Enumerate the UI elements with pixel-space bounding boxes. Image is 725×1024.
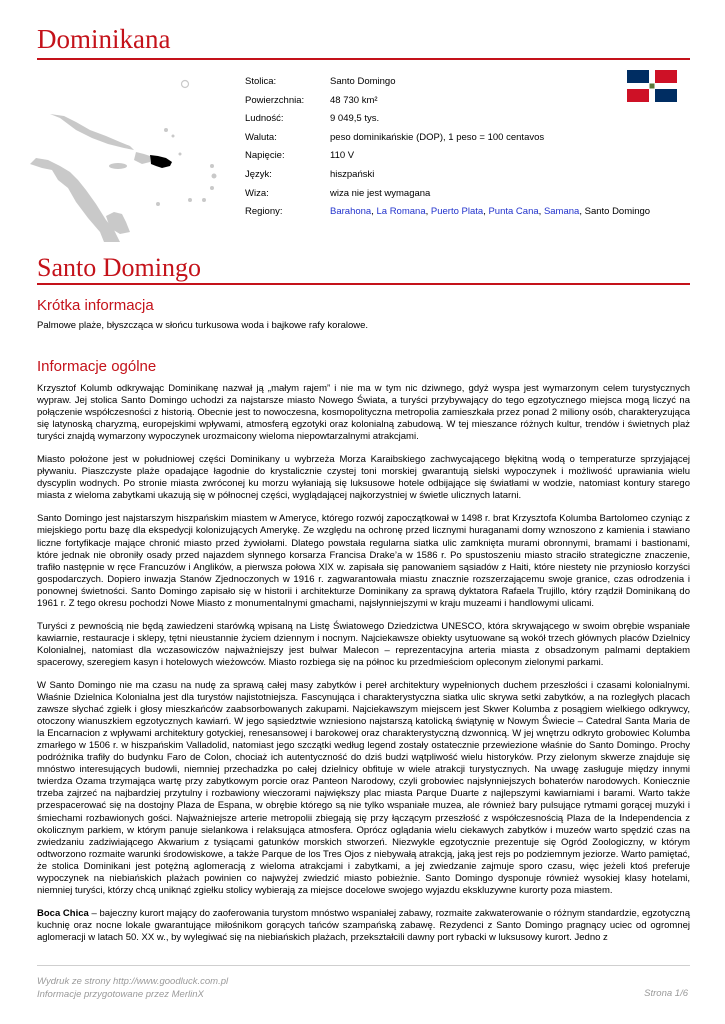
- fact-row: [245, 166, 650, 185]
- fact-row: [245, 185, 650, 204]
- region-link-barahona[interactable]: Barahona: [330, 206, 372, 218]
- paragraph: Turyści z pewnością nie będą zawiedzeni starówką wpisaną na Listę Światowego Dziedzictwa UNESCO, która skrywającego w swoim obrębie wspaniałe kawiarnie, restauracje i sklepy, tętni nieustannie życiem dziennym i nocnym. Najciekawsze obiekty usytuowane są wokół trzech głównych placów Dzielnicy Kolonialnej, natomiast dla wczasowiczów najważniejszy jest bulwar Malecon – reprezentacyjna arteria miasta z obsadzonym palmami deptakiem spacerowy, szeregiem kasyn i hotelowych wieżowców. Miasto rozbiega się na północ ku przedmieściom opleconym zielonymi parkami.: [37, 620, 690, 668]
- short-info-text: Palmowe plaże, błyszcząca w słońcu turkusowa woda i bajkowe rafy koralowe.: [37, 320, 369, 331]
- footer-credit: Informacje przygotowane przez MerlinX: [37, 989, 204, 1000]
- title-rule: [37, 58, 690, 60]
- fact-row: [245, 92, 650, 111]
- fact-value: 110 V: [330, 150, 355, 162]
- fact-value: 48 730 km²: [330, 94, 378, 106]
- fact-value: 9 049,5 tys.: [330, 113, 380, 125]
- fact-row: [245, 129, 650, 148]
- boca-chica-text: – bajeczny kurort mający do zaoferowania turystom mnóstwo wspaniałej zabawy, rozmaite zakwaterowanie o różnym standardzie, egzotyczną kuchnię oraz nocne lokale gwarantujące miłośnikom gorących tańców szampańską zabawę. Rezydenci z Santo Domingo pragnący uciec od ogromnej aglomeracji w latach 50. XX w., by wylegiwać się na niebiańskich plażach, przekształcili dawny port rybacki w luksusowy kurort. Jedno z: [37, 907, 690, 943]
- country-facts: [245, 73, 650, 222]
- fact-label: Wiza:: [245, 187, 269, 199]
- fact-label: Ludność:: [245, 113, 284, 125]
- general-info-heading: Informacje ogólne: [37, 358, 157, 375]
- regions-row: [245, 203, 650, 222]
- fact-label: Stolica:: [245, 76, 277, 87]
- fact-value: wiza nie jest wymagana: [330, 187, 431, 199]
- regions-list: Barahona, La Romana, Puerto Plata, Punta Cana, Samana, Santo Domingo: [330, 206, 651, 218]
- dominican-republic-highlight: [150, 155, 172, 168]
- fact-label: Waluta:: [245, 131, 277, 143]
- region-link-punta-cana[interactable]: Punta Cana: [488, 206, 539, 218]
- region-link-samana[interactable]: Samana: [543, 206, 580, 218]
- fact-label: Napięcie:: [245, 150, 285, 162]
- fact-row: [245, 147, 650, 166]
- paragraph-boca-chica: [37, 908, 690, 944]
- fact-row: [245, 110, 650, 129]
- boca-chica-name: Boca Chica: [37, 907, 89, 919]
- region-link-la-romana[interactable]: La Romana: [376, 206, 426, 218]
- fact-row: [245, 73, 650, 92]
- footer-divider: [37, 965, 690, 966]
- footer-source: Wydruk ze strony http://www.goodluck.com.pl: [37, 976, 229, 987]
- paragraph: Santo Domingo jest najstarszym hiszpańskim miastem w Ameryce, którego rozwój zapoczątkował w 1498 r. brat Krzysztofa Kolumba Bartolomeo czyniąc z miejskiego portu bazę dla ekspedycji kolonizujących Amerykę. Ze względu na ochronę przed licznymi huraganami domy wznoszono z kamienia i stawiano liczne fortyfikacje mające chronić miasto przed żywiołami. Dlatego powstała regularna siatka ulic zamknięta murami obronnymi, bramami i bastionami, które jednak nie obroniły osady przed najazdem słynnego korsarza Francisa Drake’a w 1586 r. Po spustoszeniu miasto straciło strategiczne znaczenie, trafiło następnie w ręce Francuzów i Anglików, a pierwsza połowa XIX w. zapisała się panowaniem sąsiadów z Haiti, które niestety nie przyniosło korzyści gospodarczych. Dopiero inwazja Stanów Zjednoczonych w 1916 r. zagwarantowała miastu znacznie rozszerzającemu swoje granice, czas odrodzenia i ponownej świetności. Santo Domingo zapisało się w historii i architekturze Dominikany za sprawą dyktatora Rafaela Trujillo, który rządził Dominikaną do 1961 r. Z tego okresu pochodzi Nowe Miasto z monumentalnymi gmachami, najsłynniejszymi w kraju muzeami i handlowymi ulicami.: [37, 513, 690, 609]
- caribbean-map-image: [30, 72, 230, 242]
- fact-value: hiszpański: [330, 168, 375, 180]
- fact-value: peso dominikańskie (DOP), 1 peso = 100 centavos: [330, 131, 545, 143]
- fact-label: Język:: [245, 168, 272, 180]
- dominican-republic-flag-icon: [627, 70, 677, 102]
- fact-value: Santo Domingo: [330, 76, 396, 87]
- region-santo-domingo: Santo Domingo: [584, 206, 651, 218]
- fact-label: Powierzchnia:: [245, 94, 305, 106]
- general-info-body: [37, 383, 690, 955]
- short-info-heading: Krótka informacja: [37, 297, 154, 314]
- page-number: Strona 1/6: [644, 988, 688, 999]
- fact-label: Regiony:: [245, 206, 283, 218]
- city-title-rule: [37, 283, 690, 285]
- paragraph: W Santo Domingo nie ma czasu na nudę za sprawą całej masy zabytków i pereł architektury wypełnionych duchem przeszłości i czasami kolonialnymi. Właśnie Dzielnica Kolonialna jest dla turystów najistotniejsza. Fascynująca i charakterystyczna siatka ulic skrywa setki zabytków, a na rozległych placach zawsze słychać zgiełk i głosy mieszkańców zaabsorbowanych zakupami. Najciekawszym miejscem jest Skwer Kolumba z posągiem wielkiego odkrywcy, otoczony wianuszkiem egzotycznych kawiarń. W jego sąsiedztwie wzniesiono najstarszą katolicką świątynię w Nowym Świecie – Catedral Santa Maria de la Encarnacion z wpływami architektury gotyckiej, renesansowej i barokowej oraz charakterystyczną dzwonnicą. W jej wnętrzu odkryto grobowiec Kolumba zmarłego w 1506 r. w hiszpańskim Valladolid, natomiast jego szczątki według legend zostały ostatecznie przewiezione właśnie do Santo Domingo. Prochy podróżnika trafiły do budynku Faro de Colon, chociaż ich autentyczność do dziś budzi wątpliwość wielu historyków. Przy zielonym skwerze znajduje się mnóstwo interesujących budowli, niemniej przechadzka po całej dzielnicy obfituje w wiele atrakcji turystycznych. Na uwagę zasługuje między innymi twierdza Ozama trzymająca wartę przy zabytkowym porcie oraz Panteon Narodowy, czyli grobowiec najsłynniejszych bohaterów narodowych. Koniecznie trzeba zajrzeć na najbardziej przytulny i rozbawiony wieczorami największy plac miasta Parque Duarte z najlepszymi kawiarniami i barami. Warto także przespacerować się na dostojny Plaza de Espana, w obrębie którego są nie tylko wspaniałe muzea, ale również bary pulsujące rytmami gorącej muzyki i śmiechami rozbawionych gości. Najważniejsze arterie metropolii zbiegają się przy łączącym przeszłość z współczesnością Plaza de la Independencia z okolicznym parkiem, w którym panuje sielankowa i relaksująca atmosfera. Oprócz oglądania wielu ciekawych zabytków i muzeów warto spędzić czas na zwiedzaniu zadziwiającego Akwarium z tysiącami gatunków morskich stworzeń. Niezwykle egzotycznie prezentuje się Ogród Zoologiczny, w którym odtworzono rozmaite warunki środowiskowe, a także Parque de los Tres Ojos z niebywałą atrakcją, jaką jest rejs po podziemnym jeziorze. Warto pamiętać, że stolica Dominikani jest potężną aglomeracją z wieloma atrakcjami i zabytkami, a jej zwiedzanie zajmuje sporo czasu, więc jeżeli ktoś preferuje wypoczynek na niebiańskich plażach powinien co najwyżej zwiedzić miasto pobieżnie. Santo Domingo dysponuje również wysokiej klasy hotelami, niemniej turyści, którzy chcą uniknąć zgiełku stolicy wybierają za miejsce docelowe swojego wyjazdu ekskluzywne kurorty poza miastem.: [37, 679, 690, 896]
- paragraph: Miasto położone jest w południowej części Dominikany u wybrzeża Morza Karaibskiego zachwycającego błękitną wodą o temperaturze sprzyjającej pływaniu. Piaszczyste plaże opadające łagodnie do krystalicznie czystej toni morskiej gwarantują sielski wypoczynek i możliwość uprawiania wielu dyscyplin wodnych. Po stronie miasta zwróconej ku morzu wyłaniają się luksusowe hotele odbijające się światłami w wodzie, natomiast kontury starego miasta z wieloma zabytkami ukazują się w północnej części, wyglądającej najkorzystniej w świetle ulicznych latarni.: [37, 454, 690, 502]
- paragraph: Krzysztof Kolumb odkrywając Dominikanę nazwał ją „małym rajem” i nie ma w tym nic dziwnego, gdyż wyspa jest wymarzonym celem turystycznych wypraw. Jej stolica Santo Domingo uchodzi za najstarsze miasto Nowego Świata, a turyści przybywający do tego egzotycznego miejsca mogą liczyć na połączenie współczesności z historią. Obecnie jest to nowoczesna, kosmopolityczna metropolia zamieszkała przez ponad 2 miliony osób, charakteryzująca się latynoską charyzmą, europejskimi wpływami, atmosferą egzotyki oraz kolonialną zabudową. W tej mieszance różnych kultur, trendów i świetnych plaż turyści znajdą wymarzony wypoczynek urozmaicony wieloma niepowtarzalnymi atrakcjami.: [37, 383, 690, 443]
- region-link-puerto-plata[interactable]: Puerto Plata: [430, 206, 484, 218]
- footer: [37, 975, 228, 1001]
- country-title: Dominikana: [37, 24, 171, 54]
- city-title: Santo Domingo: [37, 253, 201, 282]
